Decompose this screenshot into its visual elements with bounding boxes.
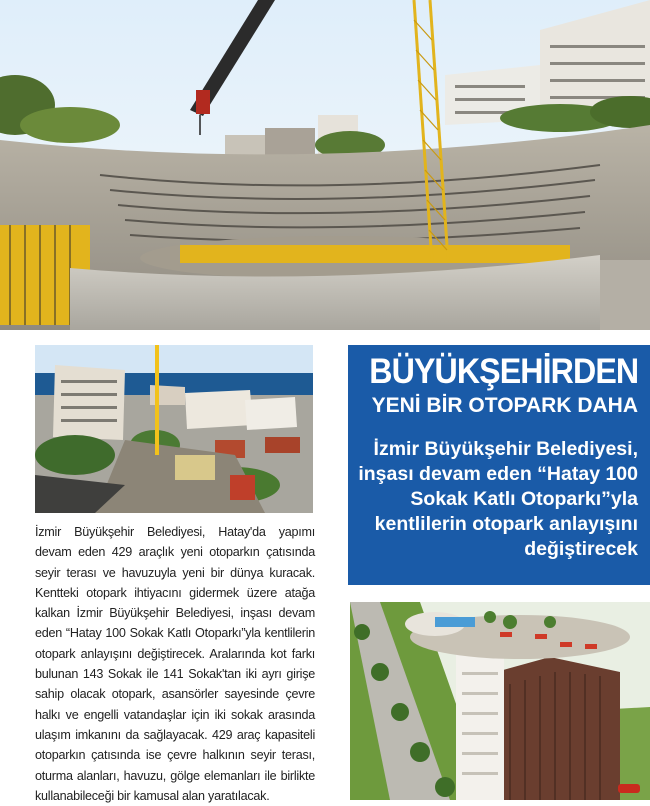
headline-box <box>348 345 650 585</box>
construction-site-photo <box>0 0 650 330</box>
article-body: İzmir Büyükşehir Belediyesi, Hatay'da yapımı devam eden 429 araçlık yeni otoparkın çatısında seyir terası ve havuzuyla yeni bir dünya kuracak. Kentteki otopark ihtiyacını gidermek üzere atağa kalkan İzmir Büyükşehir Belediyesi, inşası devam eden “Hatay 100 Sokak Katlı Otoparkı”yla kentlilerin otopark anlayışını değiştirecek. Aralarında kot farkı bulunan 143 Sokak ile 141 Sokak'tan iki ayrı girişe sahip olacak otopark, asansörler sayesinde çevre halkı ve engelli vatandaşlar için iki sokak arasında ulaşım imkanını da sağlayacak. 429 araç kapasiteli otoparkın çatısında ise çevre halkının seyir terası, oturma alanları, havuzu, gölge elemanları ile birlikte kullanabileceği bir kamusal alan yaratılacak. <box>35 525 315 803</box>
aerial-site-photo <box>35 345 313 513</box>
headline-title: BÜYÜKŞEHİRDEN <box>369 352 639 391</box>
headline-lead: İzmir Büyükşehir Belediyesi, inşası devam eden “Hatay 100 Sokak Katlı Otoparkı”yla kentlilerin otopark anlayışını değiştirecek <box>358 438 638 560</box>
headline-subtitle: YENİ BİR OTOPARK DAHA <box>371 394 638 417</box>
parking-render-image <box>350 602 650 800</box>
